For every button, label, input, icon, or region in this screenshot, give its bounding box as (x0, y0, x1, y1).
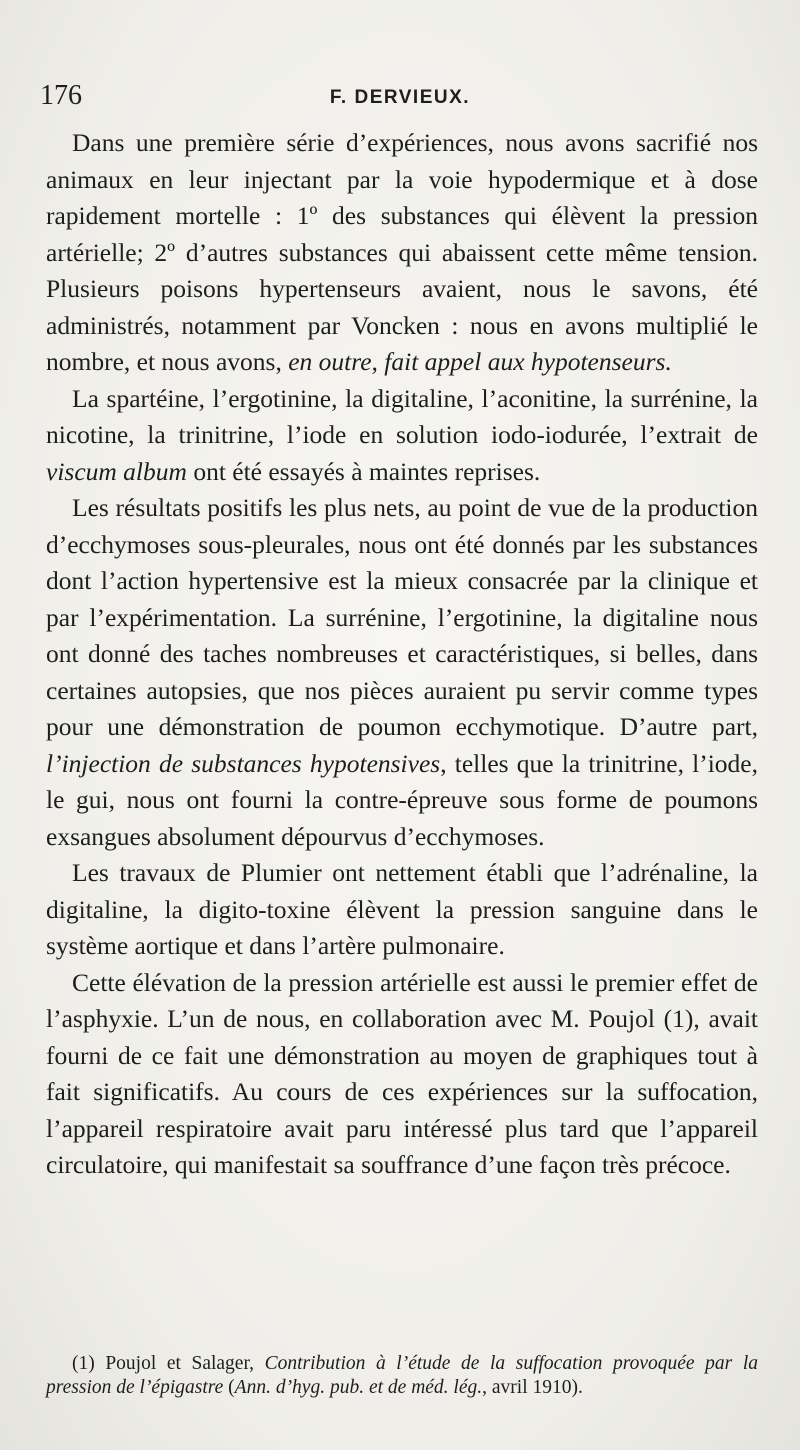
page-header (40, 78, 760, 114)
paragraph (46, 125, 758, 381)
text-segment: Les résultats positifs les plus nets, au point de vue de la production d’ecchymoses sous-pleurales, nous ont été donnés par les substances dont l’action hypertensive est la mieux consacrée par la clinique et par l’expérimentation. La surrénine, l’ergotinine, la digitaline nous ont donné des taches nombreuses et caractéristiques, si belles, dans certaines autopsies, que nos pièces auraient pu servir comme types pour une démonstration de poumon ecchymotique. D’autre part, (46, 493, 758, 741)
text-segment-italic: Contribution à l’étude de la suffocation provoquée par la pression de l’épigastre (46, 1353, 758, 1398)
text-segment-italic: en outre, fait appel aux hypotenseurs. (288, 347, 672, 376)
paragraph (46, 381, 758, 491)
text-segment: , avril 1910). (482, 1377, 583, 1398)
text-segment: Les travaux de Plumier ont nettement établi que l’adrénaline, la digitaline, la digito-toxine élèvent la pression sanguine dans le système aortique et dans l’artère pulmonaire. (46, 858, 758, 960)
page-number: 176 (40, 80, 82, 111)
text-segment-italic: l’injection de substances hypotensives (46, 748, 441, 778)
text-segment: , telles que la trinitrine, l’iode, le gui, nous ont fourni la contre-épreuve sous forme de poumons exsangues absolument dépourvus d’ecchymoses. (46, 748, 758, 851)
text-segment: La spartéine, l’ergotinine, la digitaline, l’aconitine, la surrénine, la nicotine, la trinitrine, l’iode en solution iodo-iodurée, l’extrait de (46, 383, 758, 449)
footnote (46, 1352, 758, 1400)
text-segment-italic: Ann. d’hyg. pub. et de méd. lég. (234, 1377, 483, 1398)
text-segment: Cette élévation de la pression artérielle est aussi le premier effet de l’asphyxie. L’un de nous, en collaboration avec M. Poujol (1), avait fourni de ce fait une démonstration au moyen de graphiques tout à fait significatifs. Au cours de ces expériences sur la suffocation, l’appareil respiratoire avait paru intéressé plus tard que l’appareil circulatoire, qui manifestait sa souffrance d’une façon très précoce. (46, 967, 758, 1179)
text-segment: ont été essayés à maintes reprises. (186, 456, 541, 486)
footnote-text (46, 1352, 758, 1400)
paragraph (46, 965, 758, 1184)
text-segment-italic: viscum album (46, 456, 187, 486)
text-segment: (1) Poujol et Salager, (72, 1353, 265, 1374)
body-text (46, 125, 758, 1184)
text-segment: Dans une première série d’expériences, nous avons sacrifié nos animaux en leur injectant par la voie hypodermique et à dose rapidement mortelle : 1º des substances qui élèvent la pression artérielle; 2º d’autres substances qui abaissent cette même tension. Plusieurs poisons hypertenseurs avaient, nous le savons, été administrés, notamment par Voncken : nous en avons multiplié le nombre, et nous avons, (46, 128, 758, 376)
running-head: F. DERVIEUX. (329, 87, 471, 108)
paragraph (46, 855, 758, 965)
paragraph (46, 490, 758, 855)
text-segment: ( (223, 1377, 235, 1398)
